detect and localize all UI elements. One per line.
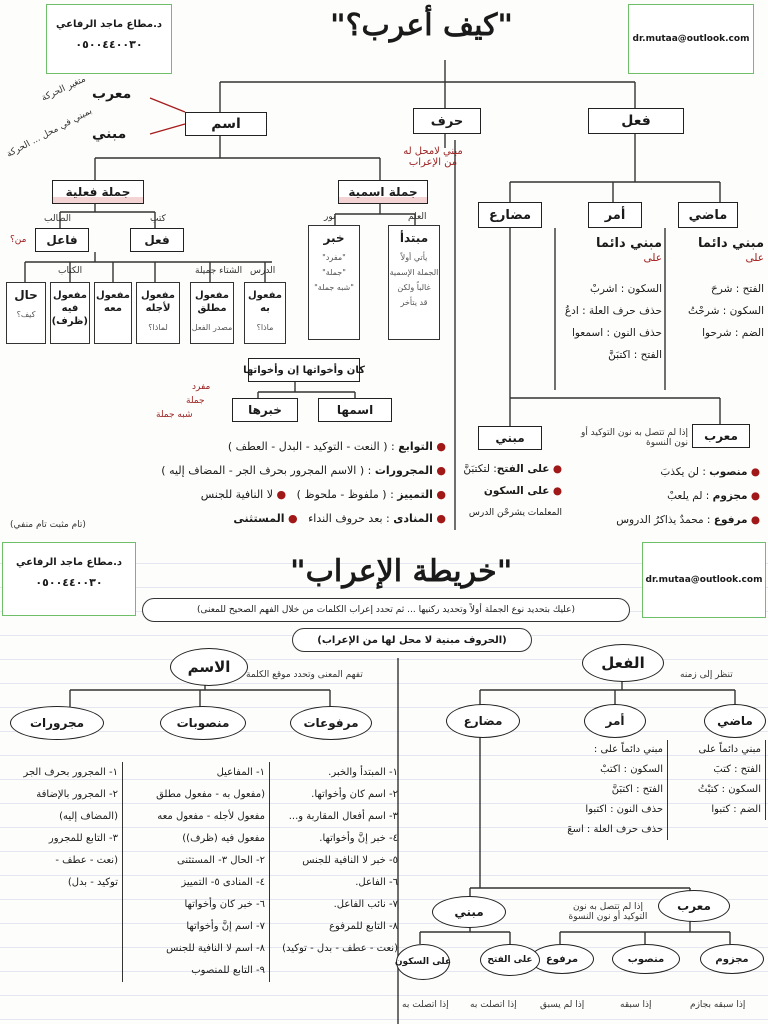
marfuat-item-6: ٦- الفاعل. — [355, 877, 398, 888]
amr-ala: على — [643, 252, 662, 264]
node-madi-2: ماضي — [704, 704, 766, 738]
node-fil-child: فعل — [130, 228, 184, 252]
value-tamyiz: ( ملفوظ - ملحوظ ) — [296, 488, 387, 501]
node-al-fil: الفعل — [582, 644, 664, 682]
node-murab-2: معرب — [658, 890, 730, 922]
khabar-label: خبر — [323, 231, 345, 245]
node-mabni-2: مبني — [432, 896, 506, 928]
mabni-note: بمبني في محل ... الحركة — [5, 106, 94, 160]
author-card — [46, 4, 172, 74]
marfuat-item-8: ٨- التابع للمرفوع — [329, 921, 398, 932]
node-mudari-2: مضارع — [446, 704, 520, 738]
value-munada: بعد حروف النداء — [308, 512, 383, 525]
list-item-munada: ● المنادى : بعد حروف النداء ● المستثنى — [233, 512, 446, 525]
term-tamyiz: التمييز — [397, 488, 433, 501]
khabaruha-note-1: مفرد — [192, 382, 211, 392]
amr2-head: مبني دائماً على : — [593, 744, 663, 755]
amr-item-illa: حذف حرف العلة : ادعُ — [564, 305, 662, 317]
mafoul-maah-label: مفعول معه — [96, 290, 130, 314]
node-mudari-mabni: مبني — [478, 426, 542, 450]
node-amr: أمر — [588, 202, 642, 228]
node-fil: فعل — [588, 108, 684, 134]
madi2-fath: الفتح : كتبَ — [713, 764, 761, 775]
term-majrurat: المجرورات — [374, 464, 433, 477]
node-harf: حرف — [413, 108, 481, 134]
page-title: "كيف أعرب؟" — [330, 8, 514, 43]
mabni-fath-ex: لتكتبَنَّ — [463, 463, 490, 475]
murab-note: متغير الحركة — [40, 74, 88, 104]
node-marfu-2: مرفوع — [530, 944, 594, 974]
snippet-4: إذا سبقه — [620, 1000, 652, 1010]
snippet-2: إذا اتصلت به — [470, 1000, 517, 1010]
marfuat-item-3: ٣- اسم أفعال المقاربة و... — [288, 811, 398, 822]
author-email: dr.mutaa@outlook.com — [632, 34, 750, 44]
murab-mansub-term: منصوب — [709, 466, 748, 478]
mafoul-fih-note: الكتاب — [58, 266, 83, 276]
amr2-nun: حذف النون : اكتبوا — [585, 804, 663, 815]
node-amr-2: أمر — [584, 704, 646, 738]
khabar-detail-2: "جملة" — [322, 268, 346, 277]
majrurat-list — [4, 762, 118, 894]
node-madi: ماضي — [678, 202, 738, 228]
mafoul-mutlaq-note: الشتاء جميلة — [195, 266, 243, 276]
mudari-murab-note: إذا لم تتصل به نون التوكيد أو نون النسوة — [580, 428, 688, 448]
fil-note: تنظر إلى زمنه — [680, 670, 733, 680]
page-kharitat-alirab — [0, 540, 768, 1024]
mafoul-bih-q: ماذا؟ — [256, 323, 274, 332]
fail-note: الطالب — [44, 214, 71, 224]
mabni-label: مبني — [92, 126, 127, 142]
node-mansub-2: منصوب — [612, 944, 680, 974]
majrurat-item-3: ٣- التابع للمجرور — [48, 833, 118, 844]
amr2-illa: حذف حرف العلة : اسعَ — [567, 824, 663, 835]
author-name-2: د.مطاع ماجد الرفاعي — [16, 557, 122, 568]
node-ism: اسم — [185, 112, 267, 136]
mansubat-item-8: ٨- اسم لا النافية للجنس — [166, 943, 265, 954]
node-ala-sukun: على السكون — [396, 944, 450, 980]
author-card-2 — [2, 542, 136, 616]
node-jumla-ismiya: جملة اسمية — [338, 180, 428, 204]
murab-label: معرب — [92, 86, 132, 102]
node-kana-inna: كان وأخواتها إن وأخواتها — [248, 358, 360, 382]
madi-ala: على — [745, 252, 764, 264]
murab-marfu-term: مرفوع — [713, 514, 748, 526]
node-marfuat: مرفوعات — [290, 706, 372, 740]
mabni-fath-term: على الفتح — [496, 463, 550, 475]
node-mubtada — [388, 225, 440, 340]
node-ala-fath: على الفتح — [480, 944, 540, 976]
email-card — [628, 4, 754, 74]
mubtada-detail-2: الجملة الإسمية — [389, 268, 439, 277]
mafoul-fih-label: مفعول فيه (ظرف) — [51, 290, 88, 327]
majrurat-item-1: ١- المجرور بحرف الجر — [23, 767, 118, 778]
mafoul-maah — [94, 282, 132, 344]
ism-note: تفهم المعنى وتحدد موقع الكلمة — [246, 670, 363, 680]
mansubat-item-6: ٦- خبر كان وأخواتها — [184, 899, 265, 910]
majrurat-item-2-detail: (المضاف إليه) — [59, 811, 118, 822]
fail-question: من؟ — [10, 235, 27, 245]
mustathna-note: (تام مثبت تام منفي) — [10, 520, 86, 530]
madi-item-sukun: السكون : شرحْتُ — [687, 305, 764, 317]
snippet-5: إذا سبقه بجازم — [690, 1000, 746, 1010]
madi-list-2 — [670, 740, 766, 820]
author-email-2: dr.mutaa@outlook.com — [645, 575, 763, 585]
amr-head: مبني دائما — [596, 236, 662, 251]
node-ismuha: اسمها — [318, 398, 392, 422]
madi2-head: مبني دائماً على — [698, 744, 761, 755]
mafoul-liajlih-label: مفعول لأجله — [141, 290, 175, 314]
list-item-majrurat: ● المجرورات : ( الاسم المجرور بحرف الجر - المضاف إليه ) — [161, 464, 446, 477]
murab-majzum-ex: لم يلعبْ — [667, 490, 703, 502]
madi-head: مبني دائما — [698, 236, 764, 251]
majrurat-item-3-detail-a: (نعت - عطف - — [55, 855, 118, 866]
extra-la-nafiya: لا النافية للجنس — [200, 488, 273, 501]
marfuat-item-5: ٥- خبر لا النافية للجنس — [302, 855, 398, 866]
node-majrurat: مجرورات — [10, 706, 104, 740]
author-phone: ٠٥٠٠٤٤٠٠٣٠ — [75, 38, 143, 51]
term-munada: المنادى — [393, 512, 433, 525]
khabar-detail-1: "مفرد" — [322, 253, 346, 262]
khabaruha-note-2: جملة — [186, 396, 205, 406]
mafoul-mutlaq — [190, 282, 234, 344]
list-item-tamyiz: ● التمييز : ( ملفوظ - ملحوظ ) ● لا النافية للجنس — [200, 488, 446, 501]
hal-q: كيف؟ — [16, 310, 36, 319]
amr-item-nun: حذف النون : اسمعوا — [571, 327, 662, 339]
value-majrurat: ( الاسم المجرور بحرف الجر - المضاف إليه ) — [161, 464, 365, 477]
amr2-sukun: السكون : اكتبْ — [600, 764, 663, 775]
mubtada-detail-4: قد يتأخر — [400, 298, 428, 307]
bottom-list — [10, 434, 446, 532]
murab-item-marfu: ● مرفوع : محمدٌ يذاكرُ الدروس — [616, 514, 760, 526]
extra-mustathna: المستثنى — [233, 512, 285, 525]
mudari-murab-list — [560, 460, 760, 532]
node-mudari-murab: معرب — [692, 424, 750, 448]
marfuat-item-4: ٤- خبر إنَّ وأخواتها. — [319, 833, 398, 844]
mansubat-item-4: ٤- المنادى ٥- التمييز — [181, 877, 265, 888]
snippet-3: إذا لم يسبق — [540, 1000, 585, 1010]
snippet-1: إذا اتصلت به — [402, 1000, 449, 1010]
node-khabar — [308, 225, 360, 340]
amr-item-sukun: السكون : اشربْ — [589, 283, 662, 295]
mabni-item-fath: ● على الفتح: لتكتبَنَّ — [463, 463, 562, 475]
murab-note-2: إذا لم تتصل به نون التوكيد أو نون النسوة — [568, 902, 648, 922]
letters-note: (الحروف مبنية لا محل لها من الإعراب) — [292, 628, 532, 652]
mansubat-item-7: ٧- اسم إنَّ وأخواتها — [186, 921, 265, 932]
author-name: د.مطاع ماجد الرفاعي — [56, 19, 162, 30]
mubtada-note: العلم — [408, 212, 427, 222]
node-al-ism: الاسم — [170, 648, 248, 686]
mafoul-mutlaq-q: مصدر الفعل — [191, 323, 233, 332]
murab-marfu-ex: محمدٌ يذاكرُ الدروس — [616, 514, 704, 526]
list-item-tawabi: ● التوابع : ( النعت - التوكيد - البدل - العطف ) — [227, 440, 446, 453]
node-fail: فاعل — [35, 228, 89, 252]
murab-item-majzum: ● مجزوم : لم يلعبْ — [667, 490, 760, 502]
mubtada-detail-1: يأتي أولاً — [400, 253, 428, 262]
khabar-detail-3: "شبه جملة" — [314, 283, 354, 292]
majrurat-item-2: ٢- المجرور بالإضافة — [36, 789, 118, 800]
fil-note: كتب — [150, 214, 166, 224]
khabar-note: نور — [324, 212, 336, 222]
mansubat-item-1b: مفعول لأجله - مفعول معه — [157, 811, 265, 822]
page2-title: "خريطة الإعراب" — [290, 554, 513, 589]
madi2-sukun: السكون : كتبْتُ — [697, 784, 761, 795]
hal-label: حال — [14, 288, 38, 302]
mafoul-bih-label: مفعول به — [248, 290, 282, 314]
node-khabaruha: خبرها — [232, 398, 298, 422]
mafoul-liajlih-q: لماذا؟ — [148, 323, 168, 332]
marfuat-item-7: ٧- نائب الفاعل. — [333, 899, 398, 910]
node-majzum-2: مجزوم — [700, 944, 764, 974]
mafoul-fih — [50, 282, 90, 344]
marfuat-list — [274, 762, 398, 960]
mansubat-item-2: ٢- الحال ٣- المستثنى — [176, 855, 265, 866]
khabaruha-note-3: شبه جملة — [156, 410, 193, 420]
madi-column — [668, 236, 764, 344]
author-phone-2: ٠٥٠٠٤٤٠٠٣٠ — [35, 576, 103, 589]
mubtada-detail-3: غالباً ولكن — [397, 283, 431, 292]
madi-item-fath: الفتح : شرحَ — [711, 283, 764, 295]
mafoul-mutlaq-label: مفعول مطلق — [195, 290, 229, 314]
node-mudari: مضارع — [478, 202, 542, 228]
instruction-note: (عليك بتحديد نوع الجملة أولاً وتحديد ركنيها ... ثم تحدد إعراب الكلمات من خلال الفهم الصحيح للمعنى) — [142, 598, 630, 622]
mafoul-bih-note: الدرس — [250, 266, 276, 276]
mansubat-item-1a: (مفعول به - مفعول مطلق — [156, 789, 265, 800]
mudari-mabni-list — [458, 458, 562, 524]
hal — [6, 282, 46, 344]
term-tawabi: التوابع — [398, 440, 433, 453]
mabni-item-sukun: ● على السكون — [483, 485, 562, 497]
mansubat-item-1: ١- المفاعيل — [216, 767, 265, 778]
murab-mansub-ex: لن يكذبَ — [660, 466, 699, 478]
marfuat-item-8-detail: (نعت - عطف - بدل - توكيد) — [282, 943, 398, 954]
mafoul-bih — [244, 282, 286, 344]
node-mansubat: منصوبات — [160, 706, 246, 740]
marfuat-item-2: ٢- اسم كان وأخواتها. — [311, 789, 398, 800]
marfuat-item-1: ١- المبتدأ والخبر. — [328, 767, 398, 778]
mansubat-item-1c: مفعول فيه (ظرف)) — [182, 833, 265, 844]
value-tawabi: ( النعت - التوكيد - البدل - العطف ) — [227, 440, 388, 453]
amr-item-fath: الفتح : اكتبَنَّ — [608, 349, 662, 361]
majrurat-item-3-detail-b: توكيد - بدل) — [67, 877, 118, 888]
mansubat-item-9: ٩- التابع للمنصوب — [191, 965, 265, 976]
amr-column — [556, 236, 662, 366]
mansubat-list — [122, 762, 270, 982]
madi-item-damm: الضم : شرحوا — [702, 327, 764, 339]
madi2-damm: الضم : كتبوا — [711, 804, 761, 815]
amr-list-2 — [546, 740, 668, 840]
email-card-2 — [642, 542, 766, 618]
mabni-sukun-ex: المعلمات يشرحْن الدرس — [468, 508, 562, 518]
harf-note: مبني لامحل له من الإعراب — [403, 146, 463, 168]
murab-item-mansub: ● منصوب : لن يكذبَ — [660, 466, 760, 478]
node-jumla-filiya: جملة فعلية — [52, 180, 144, 204]
murab-majzum-term: مجزوم — [712, 490, 748, 502]
mafoul-liajlih — [136, 282, 180, 344]
mubtada-label: مبتدأ — [399, 231, 429, 245]
mabni-sukun-term: على السكون — [483, 485, 550, 497]
amr2-fath: الفتح : اكتبَنَّ — [611, 784, 663, 795]
